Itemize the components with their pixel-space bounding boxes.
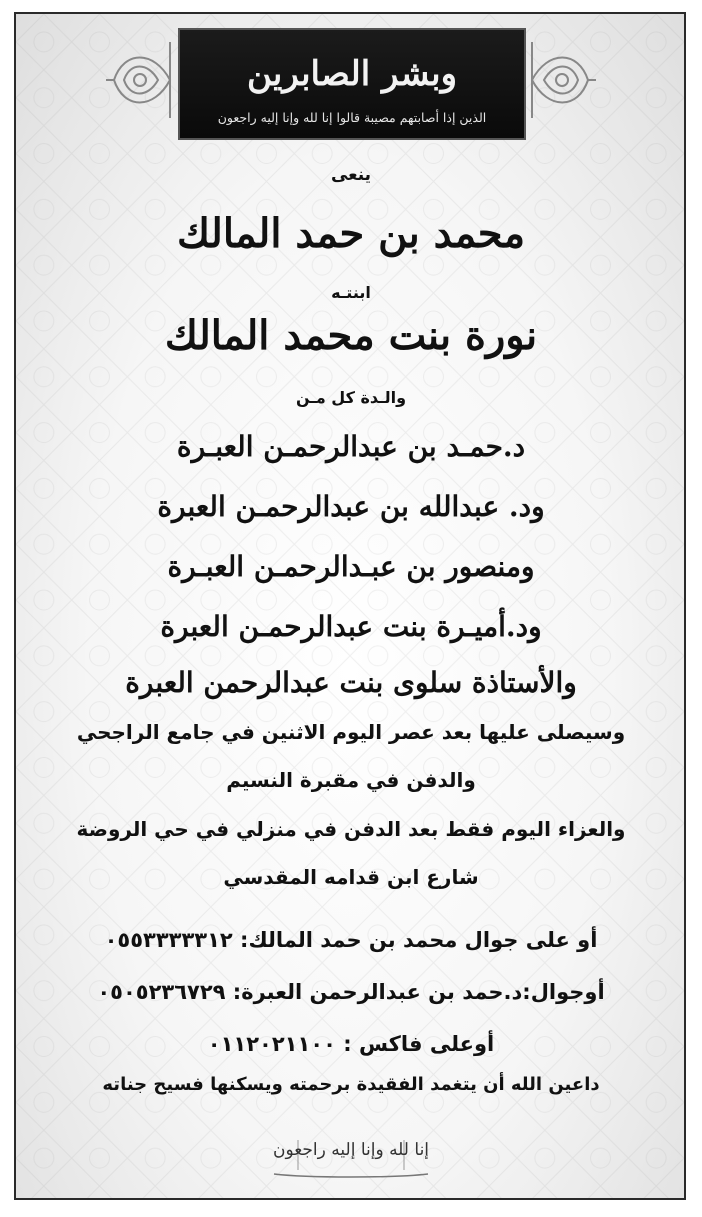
banner-title: وبشر الصابرين [246, 54, 458, 94]
intro-text: ينعى [330, 165, 372, 185]
announcer-name: محمد بن حمد المالك [176, 210, 526, 257]
child-name: د.حمـد بن عبدالرحمـن العبـرة [176, 430, 526, 463]
funeral-prayer-detail: وسيصلى عليها بعد عصر اليوم الاثنين في جامع الراجحي [76, 720, 626, 744]
deceased-name: نورة بنت محمد المالك [164, 312, 538, 359]
banner-subtitle: الذين إذا أصابتهم مصيبة قالوا إنا لله وإنا إليه راجعون [217, 110, 487, 125]
address-detail: شارع ابن قدامه المقدسي [223, 865, 479, 889]
notice-frame [14, 12, 686, 1200]
child-name: ومنصور بن عبـدالرحمـن العبـرة [167, 550, 535, 583]
contact-phone: أوجوال:د.حمد بن عبدالرحمن العبرة: ٠٥٠٥٢٣٦٧٢٩ [97, 980, 605, 1004]
mother-of-text: والـدة كل مـن [295, 388, 407, 407]
condolence-detail: والعزاء اليوم فقط بعد الدفن في منزلي في حي الروضة [76, 817, 626, 841]
prayer-text: داعين الله أن يتغمد الفقيدة برحمته ويسكنها فسيح جناته [102, 1074, 600, 1095]
contact-phone: أو على جوال محمد بن حمد المالك: ٠٥٥٣٣٣٣٣١٢ [104, 928, 598, 952]
child-name: والأستاذة سلوى بنت عبدالرحمن العبرة [125, 666, 577, 699]
contact-fax: أوعلى فاكس : ٠١١٢٠٢١١٠٠ [207, 1032, 495, 1056]
child-name: ود. عبدالله بن عبدالرحمـن العبرة [157, 490, 545, 523]
ornament-right [528, 30, 598, 130]
ornament-left [104, 30, 174, 130]
verse-banner [178, 28, 526, 140]
footer-verse: إنا لله وإنا إليه راجعون [272, 1140, 430, 1160]
child-name: ود.أميـرة بنت عبدالرحمـن العبرة [160, 610, 542, 643]
burial-detail: والدفن في مقبرة النسيم [226, 768, 476, 792]
relation-text: ابنتـه [331, 283, 371, 302]
background-pattern [16, 14, 684, 1198]
